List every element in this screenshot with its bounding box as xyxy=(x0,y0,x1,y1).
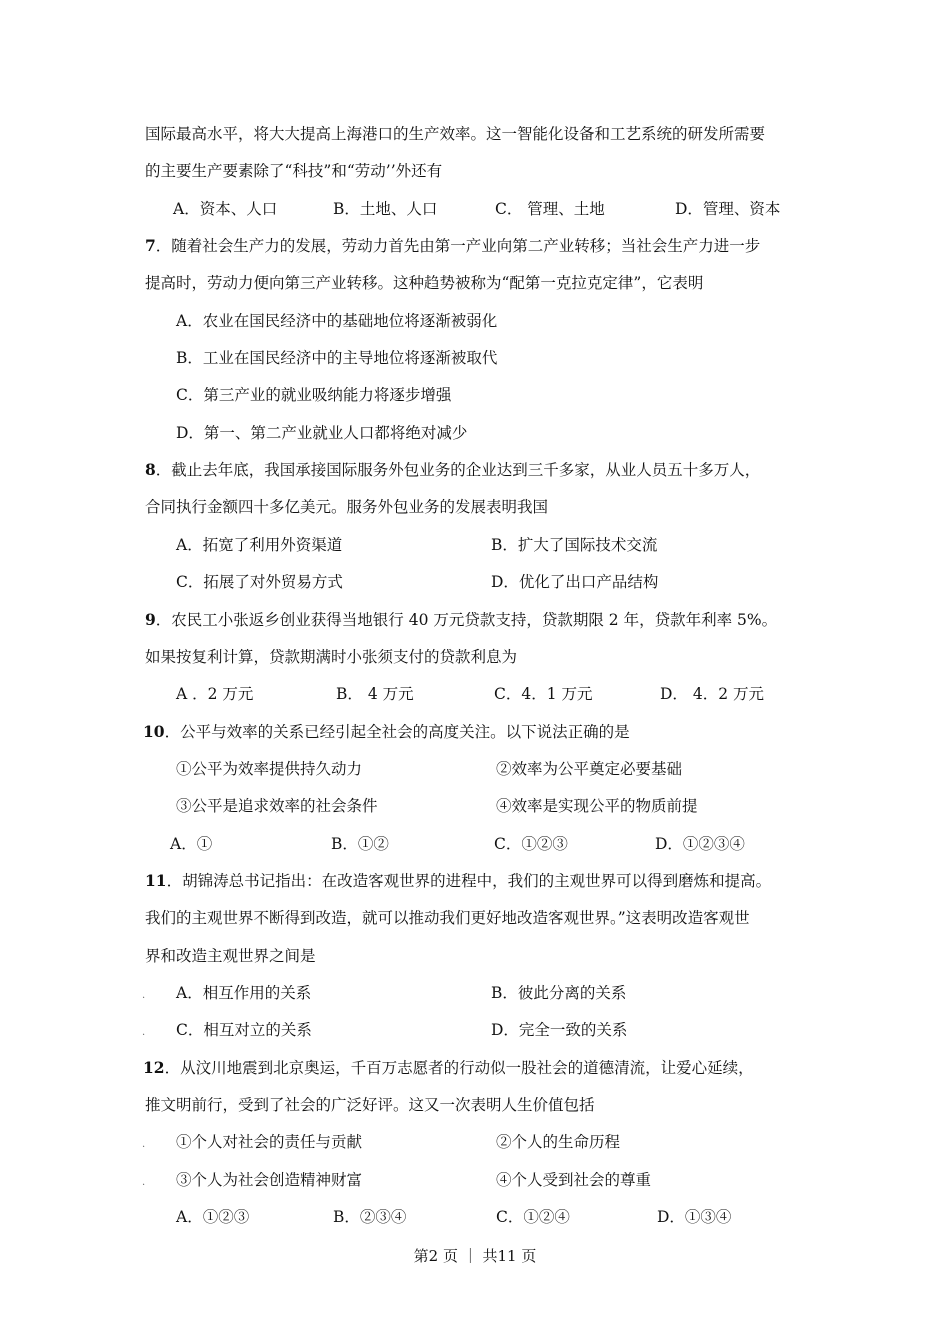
q10-item-1: ①公平为效率提供持久动力 xyxy=(176,760,363,778)
q12-line-2: 推文明前行，受到了社会的广泛好评。这又一次表明人生价值包括 xyxy=(145,1096,595,1114)
q12-number: 12 xyxy=(143,1058,165,1077)
q6-line-2: 的主要生产要素除了“科技”和“劳动’’外还有 xyxy=(145,162,443,180)
q10-item-3: ③公平是追求效率的社会条件 xyxy=(176,797,378,815)
q11-line-1 xyxy=(145,871,771,891)
q9-option-c: C．4．1 万元 xyxy=(494,685,593,703)
q12-line-1 xyxy=(143,1058,754,1078)
q10-line-1 xyxy=(143,722,630,742)
q9-option-d: D． 4．2 万元 xyxy=(660,685,765,703)
q11-line-3: 界和改造主观世界之间是 xyxy=(145,947,316,965)
q12-option-b: B．②③④ xyxy=(333,1208,407,1226)
q12-item-4: ④个人受到社会的尊重 xyxy=(496,1171,652,1189)
q12-item-1: ①个人对社会的责任与贡献 xyxy=(176,1133,363,1151)
q8-line-2: 合同执行金额四十多亿美元。服务外包业务的发展表明我国 xyxy=(145,498,549,516)
q11-option-d: D．完全一致的关系 xyxy=(491,1021,628,1039)
q10-option-c: C．①②③ xyxy=(494,835,568,853)
q12-option-d: D．①③④ xyxy=(657,1208,732,1226)
q9-option-b: B． 4 万元 xyxy=(336,685,414,703)
q6-option-b: B．土地、人口 xyxy=(333,200,438,218)
q6-option-c: C． 管理、土地 xyxy=(495,200,605,218)
q12-item-2: ②个人的生命历程 xyxy=(496,1133,621,1151)
q8-option-c: C．拓展了对外贸易方式 xyxy=(176,573,343,591)
q8-text-1: ．截止去年底，我国承接国际服务外包业务的企业达到三千多家，从业人员五十多万人， xyxy=(155,461,761,479)
q7-line-2: 提高时，劳动力便向第三产业转移。这种趋势被称为“配第一克拉克定律”，它表明 xyxy=(145,274,704,292)
q11-option-b: B．彼此分离的关系 xyxy=(491,984,627,1002)
q8-option-b: B．扩大了国际技术交流 xyxy=(491,536,658,554)
q8-line-1 xyxy=(145,460,760,480)
q6-line-1: 国际最高水平，将大大提高上海港口的生产效率。这一智能化设备和工艺系统的研发所需要 xyxy=(145,125,766,143)
q6-option-a: A．资本、人口 xyxy=(173,200,278,218)
q10-option-b: B．①② xyxy=(331,835,389,853)
q7-number: 7 xyxy=(145,236,156,255)
q9-option-a: A ．2 万元 xyxy=(176,685,254,703)
q10-option-d: D．①②③④ xyxy=(655,835,745,853)
q8-number: 8 xyxy=(145,460,156,479)
q7-text-1: ．随着社会生产力的发展，劳动力首先由第一产业向第二产业转移；当社会生产力进一步 xyxy=(155,237,761,255)
q9-line-1 xyxy=(145,610,777,630)
q7-line-1 xyxy=(145,236,760,256)
q11-line-2: 我们的主观世界不断得到改造，就可以推动我们更好地改造客观世界。”这表明改造客观世 xyxy=(145,909,750,927)
q12-text-1: ．从汶川地震到北京奥运，千百万志愿者的行动似一股社会的道德清流，让爱心延续， xyxy=(164,1059,754,1077)
margin-dot: . xyxy=(142,1027,146,1038)
q10-item-4: ④效率是实现公平的物质前提 xyxy=(496,797,698,815)
q10-number: 10 xyxy=(143,722,165,741)
q11-number: 11 xyxy=(145,871,167,890)
q10-text-1: ．公平与效率的关系已经引起全社会的高度关注。以下说法正确的是 xyxy=(164,723,630,741)
page-footer: 第2 页 ｜ 共11 页 xyxy=(413,1247,537,1265)
q7-option-a: A．农业在国民经济中的基础地位将逐渐被弱化 xyxy=(176,312,498,330)
margin-dot: . xyxy=(142,1177,146,1188)
q7-option-c: C．第三产业的就业吸纳能力将逐步增强 xyxy=(176,386,452,404)
q11-text-1: ．胡锦涛总书记指出：在改造客观世界的进程中，我们的主观世界可以得到磨炼和提高。 xyxy=(166,872,772,890)
q8-option-a: A．拓宽了利用外资渠道 xyxy=(176,536,343,554)
q7-option-b: B．工业在国民经济中的主导地位将逐渐被取代 xyxy=(176,349,498,367)
q12-option-a: A．①②③ xyxy=(176,1208,250,1226)
q7-option-d: D．第一、第二产业就业人口都将绝对减少 xyxy=(176,424,468,442)
q12-item-3: ③个人为社会创造精神财富 xyxy=(176,1171,363,1189)
q8-option-d: D．优化了出口产品结构 xyxy=(491,573,659,591)
q10-option-a: A．① xyxy=(170,835,213,853)
q11-option-c: C．相互对立的关系 xyxy=(176,1021,312,1039)
q6-option-d: D．管理、资本 xyxy=(675,200,781,218)
q9-number: 9 xyxy=(145,610,156,629)
q11-option-a: A．相互作用的关系 xyxy=(176,984,312,1002)
q10-item-2: ②效率为公平奠定必要基础 xyxy=(496,760,683,778)
q9-text-1: ．农民工小张返乡创业获得当地银行 40 万元贷款支持，贷款期限 2 年，贷款年利率 5%。 xyxy=(155,611,778,629)
q9-line-2: 如果按复利计算，贷款期满时小张须支付的贷款利息为 xyxy=(145,648,518,666)
q12-option-c: C．①②④ xyxy=(496,1208,570,1226)
margin-dot: . xyxy=(142,1139,146,1150)
margin-dot: . xyxy=(142,990,146,1001)
